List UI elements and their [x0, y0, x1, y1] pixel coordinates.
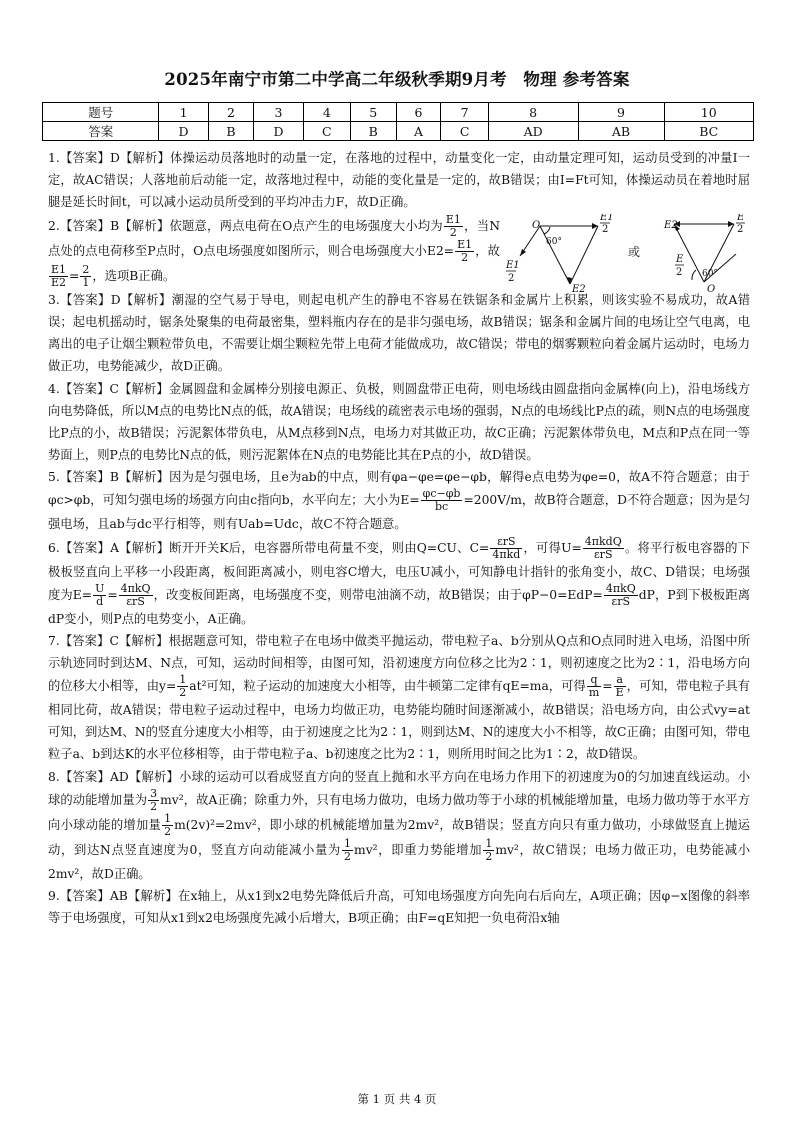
fraction — [421, 488, 463, 513]
vector-label-den: 2 — [602, 223, 609, 235]
left-vector-line — [540, 226, 570, 284]
left-angle-arc — [544, 227, 550, 234]
denominator: E2 — [51, 275, 67, 289]
vector-label-den: 2 — [737, 223, 744, 235]
table-cell: 6 — [396, 103, 441, 122]
table-cell: 9 — [578, 103, 664, 122]
solution-5 — [48, 466, 750, 535]
vector-label-num: E1 — [600, 213, 614, 223]
numerator: 1 — [485, 836, 493, 850]
fraction — [444, 214, 463, 239]
denominator: 1 — [82, 275, 90, 289]
left-vector-line — [570, 226, 598, 284]
table-cell: 10 — [664, 103, 753, 122]
numerator: a — [614, 674, 626, 687]
arrow-head — [520, 249, 526, 256]
fraction — [583, 536, 624, 561]
solutions-body — [48, 147, 750, 930]
denominator: 2 — [179, 686, 187, 699]
table-cell: 5 — [350, 103, 396, 122]
numerator: U — [95, 581, 105, 595]
fraction — [604, 583, 638, 608]
or-label: 或 — [628, 244, 641, 259]
point-label: O — [532, 219, 541, 231]
text-run: ，改变板间距离，电场强度不变，则带电油滴不动，故B错误；由于φP−0=EdP= — [153, 587, 603, 602]
denominator: 2 — [449, 225, 457, 239]
answer-table — [42, 102, 754, 141]
solution-2 — [48, 212, 750, 294]
fraction — [490, 536, 522, 561]
page-title: 2025年南宁市第二中学高二年级秋季期9月考 物理 参考答案 — [164, 70, 630, 89]
denominator: 2 — [461, 250, 469, 264]
vector-label-den: 2 — [508, 272, 515, 284]
fraction — [93, 583, 106, 608]
numerator: 4πkQ — [605, 581, 636, 595]
fraction — [119, 583, 153, 608]
numerator: φc−φb — [422, 487, 461, 500]
fraction — [80, 264, 91, 289]
denominator: εrS — [611, 594, 631, 608]
vector-label-den: 2 — [676, 266, 683, 278]
numerator: 4πkdQ — [584, 534, 622, 548]
text-run: mv²，故C错误；电场力做正功，电势能减小2mv²，故D正确。 — [48, 842, 750, 881]
text-run: ，可得U= — [523, 540, 582, 555]
solution-6 — [48, 536, 750, 630]
denominator: m — [588, 686, 600, 699]
denominator: d — [96, 594, 104, 608]
table-cell: C — [303, 122, 350, 141]
text-run: dP，P到下极板距离dP变小，则P点的电势变小，A正确。 — [48, 587, 751, 626]
numerator: E1 — [51, 262, 67, 276]
solution-2-text — [48, 214, 500, 289]
text-run: = — [69, 268, 80, 283]
vector-label-num: E — [676, 253, 684, 265]
numerator: 1 — [179, 673, 187, 686]
text-run: m(2v)²=2mv²，即小球的机械能增加量为2mv²，故B错误；竖直方向只有重力做功，小球做竖直上抛运动，到达N点竖直速度为0，竖直方向动能减小量为 — [48, 817, 750, 857]
numerator: 1 — [164, 811, 172, 825]
table-cell: D — [254, 122, 303, 141]
numerator: E1 — [457, 237, 473, 251]
table-cell: 1 — [159, 103, 208, 122]
solution-1: 1.【答案】D【解析】体操运动员落地时的动量一定，在落地的过程中，动量变化一定，由动量定理可知，运动员受到的冲量I一定，故AC错误；人落地前后动能一定，故落地过程中，动能的变化量是一定的，故B错误；由I=Ft可知，体操运动员在着地时屈腿是延长时间t，可以减小运动员所受到的平均冲击力F，故D正确。 — [48, 151, 750, 209]
solution-7 — [48, 630, 750, 765]
fraction — [587, 674, 601, 699]
table-cell: 3 — [254, 103, 303, 122]
text-run: 2.【答案】B【解析】依题意，两点电荷在O点产生的电场强度大小均为 — [48, 218, 443, 233]
table-cell: 答案 — [43, 122, 159, 141]
fraction — [614, 674, 626, 699]
fraction — [483, 838, 494, 863]
text-run: 8.【答案】AD【解析】小球的运动可以看成竖直方向的竖直上抛和水平方向在电场力作用下的初速度为0的匀加速直线运动。小球的动能增加量为 — [48, 769, 750, 807]
numerator: q — [587, 674, 601, 687]
table-cell: 题号 — [43, 103, 159, 122]
text-run: = — [107, 587, 118, 602]
denominator: 2 — [485, 849, 493, 863]
field-vector-diagram — [504, 214, 754, 294]
table-cell: C — [441, 122, 488, 141]
numerator: 4πkQ — [120, 581, 151, 595]
table-cell: AD — [488, 122, 578, 141]
point-label: O — [707, 283, 716, 294]
denominator: 2 — [150, 799, 158, 813]
text-run: ，当N点处的点电荷移至P点时，O点电场强度如图所示，则合电场强度大小E2= — [48, 218, 500, 258]
fraction — [49, 264, 68, 289]
vector-label: E2 — [664, 219, 678, 231]
vector-label: E2 — [572, 283, 586, 294]
page-footer: 第 1 页 共 4 页 — [357, 1092, 437, 1106]
numerator: 1 — [344, 836, 352, 850]
vector-label-num: E — [737, 213, 745, 223]
fraction — [162, 813, 173, 838]
solution-4: 4.【答案】C【解析】金属圆盘和金属棒分别接电源正、负极，则圆盘带正电荷，则电场线由圆盘指向金属棒(向上)，沿电场线方向电势降低，所以M点的电势比N点的低，故A错误；电场线的疏密表示电场的强弱，N点的电场线比P点的疏，则N点的电场强度比P点的小，故B错误；污泥絮体带负电，从M点移到N点，电场力对其做正功，故C正确；污泥絮体带负电，M点和P点在同一等势面上，则P点的电势比N点的低，则污泥絮体在N点的电势能比其在P点的小，故D错误。 — [48, 381, 750, 462]
solution-3: 3.【答案】D【解析】潮湿的空气易于导电，则起电机产生的静电不容易在铁锯条和金属片上积累，则该实验不易成功，故A错误；起电机摇动时，锯条处聚集的电荷最密集，塑料瓶内存在的是非匀强电场，故B错误；锯条和金属片间的电场让空气电离，电离出的电子让烟尘颗粒带负电，不需要让烟尘颗粒先带上电荷才能做成功，故C错误；带电的烟雾颗粒向着金属片运动时，电场力做正功，电势能减少，故D正确。 — [48, 293, 750, 373]
text-run: = — [602, 679, 613, 693]
answer-table-answer-row — [43, 122, 754, 141]
fraction — [177, 674, 188, 699]
table-cell: 8 — [488, 103, 578, 122]
table-cell: AB — [578, 122, 664, 141]
denominator: εrS — [593, 547, 613, 561]
table-cell: 4 — [303, 103, 350, 122]
denominator: εrS — [126, 594, 145, 608]
table-cell: D — [159, 122, 208, 141]
text-run: 。将平行板电容器的下极板竖直向上平移一小段距离，板间距离减小，则电容C增大，电压U减小，可知静电计指针的张角变小，故C、D错误；电场强度为E= — [48, 540, 750, 602]
solution-8 — [48, 766, 750, 885]
right-angle-arc — [692, 270, 696, 280]
text-run: ，故 — [475, 243, 500, 258]
text-run: 7.【答案】C【解析】根据题意可知，带电粒子在电场中做类平抛运动，带电粒子a、b分别从Q点和O点同时进入电场，沿图中所示轨迹同时到达M、N点，可知，运动时间相等，由图可知，沿初速度方向位移之比为2∶1，则初速度之比为2∶1，沿电场方向的位移大小相等，由y= — [48, 634, 750, 693]
table-cell: A — [396, 122, 441, 141]
text-run: mv²，即重力势能增加 — [354, 842, 483, 857]
table-cell: 2 — [208, 103, 254, 122]
vector-label-num: E1 — [506, 259, 520, 271]
numerator: 2 — [82, 262, 90, 276]
table-cell: B — [208, 122, 254, 141]
text-run: ，可知，带电粒子具有相同比荷，故A错误；带电粒子运动过程中，电场力均做正功，电势能均随时间逐渐减小，故B错误；沿电场方向，由公式vy=at可知，到达M、N的竖直分速度大小相等，由于初速度之比为2∶1，则到达M、N的速度大小不相等，故C正确；由图可知，带电粒子a、b到达K的水平位移相等，由于带电粒子a、b初速度之比为2∶1，则所用时间之比为1∶2，故D错误。 — [48, 679, 750, 761]
text-run: at²可知，粒子运动的加速度大小相等，由牛顿第二定律有qE=ma，可得 — [189, 679, 586, 693]
table-cell: 7 — [441, 103, 488, 122]
answer-table-header-row — [43, 103, 754, 122]
numerator: E1 — [445, 212, 461, 226]
denominator: E — [615, 686, 624, 699]
fraction — [455, 239, 474, 264]
text-run: 5.【答案】B【解析】因为是匀强电场，且e为ab的中点，则有φa−φe=φe−φb，解得e点电势为φe=0，故A不符合题意；由于φc>φb，可知匀强电场的场强方向由c指向b，水平向左；大小为E= — [48, 470, 750, 507]
text-run: ，选项B正确。 — [92, 268, 176, 283]
text-run: =200V/m，故B符合题意，D不符合题意；因为是匀强电场，且ab与dc平行相等，则有Uab=Udc，故C不符合题意。 — [48, 493, 750, 531]
fraction — [342, 838, 353, 863]
text-run: mv²，故A正确；除重力外，只有电场力做功，电场力做功等于小球的机械能增加量，电场力做功等于水平方向小球动能的增加量 — [48, 792, 750, 832]
denominator: bc — [434, 500, 449, 513]
table-cell: B — [350, 122, 396, 141]
angle-label: 60° — [546, 236, 562, 247]
fraction — [148, 788, 159, 813]
denominator: 4πkd — [492, 547, 521, 561]
angle-label: 60° — [702, 268, 718, 279]
table-cell: BC — [664, 122, 753, 141]
solution-9: 9.【答案】AB【解析】在x轴上，从x1到x2电势先降低后升高，可知电场强度方向先向右后向左，A项正确；因φ−x图像的斜率等于电场强度，可知从x1到x2电场强度先减小后增大，B项正确；由F=qE知把一负电荷沿x轴 — [48, 889, 750, 925]
numerator: 3 — [150, 786, 158, 800]
numerator: εrS — [490, 536, 522, 549]
denominator: 2 — [344, 849, 352, 863]
text-run: 6.【答案】A【解析】断开开关K后，电容器所带电荷量不变，则由Q=CU、C= — [48, 540, 490, 555]
denominator: 2 — [164, 824, 172, 838]
